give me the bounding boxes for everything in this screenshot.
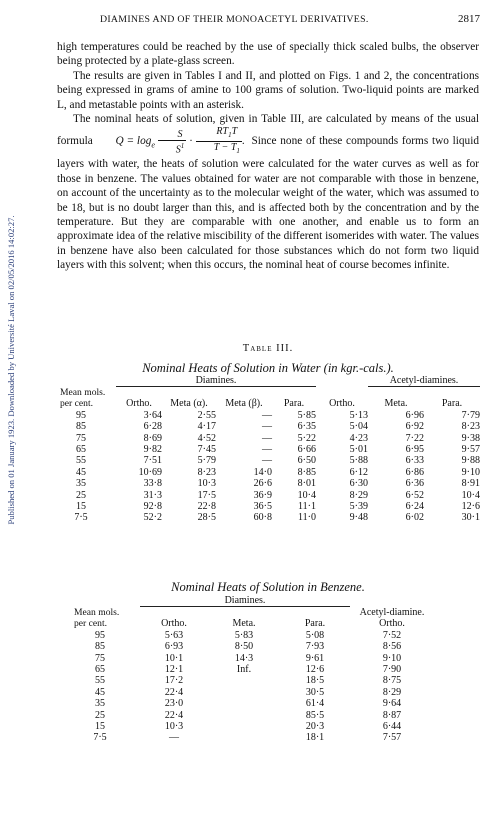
table-row — [74, 630, 434, 641]
table-cell: 8·69 — [143, 432, 162, 444]
paragraph-3-end: Since none of these compounds forms two liquid layers with water, the heats of solution were calculated for the water curves as well as for those in benzene. The values obtained for water are not comparable with those in benzene, on account of the uncertainty as to the molecular weight of the water, which was assumed to be 18, but is no doubt larger than this, and is affected both by the concentration and by the temperature. But they are comparable with one another, and enable us to form an approximate idea of the relative miscibility of the different isomerides with water. The values in benzene have also been calculated for those substances which do not form two liquid layers with this solvent; when this occurs, the nominal heat of course becomes infinite. — [57, 135, 479, 272]
water-table-caption: Nominal Heats of Solution in Water (in kgr.-cals.). — [142, 361, 394, 375]
table-cell: 10·4 — [461, 489, 480, 501]
table-cell: 61·4 — [305, 698, 325, 710]
row-label: 35 — [76, 478, 86, 490]
table-cell: 17·2 — [164, 675, 184, 687]
table-header-row — [60, 375, 480, 387]
formula-f1-numerator: S — [158, 129, 187, 141]
row-label: 25 — [95, 709, 105, 721]
row-label: 55 — [76, 455, 86, 467]
table-cell: 6·02 — [405, 512, 424, 524]
paragraph-2: The results are given in Tables I and II, and plotted on Figs. 1 and 2, the concentrations being expressed in grams of amine to 100 grams of solution. Two-liquid points are marked L, and metastable points with an asterisk. — [57, 69, 479, 111]
table-cell: 36·9 — [253, 489, 272, 501]
table-cell: 6·95 — [405, 443, 424, 455]
table-cell: 8·29 — [349, 489, 368, 501]
table-cell: 12·1 — [164, 663, 184, 675]
row-label: 45 — [76, 466, 86, 478]
table-cell: 14·3 — [234, 652, 254, 664]
col-header: Meta (β). — [225, 398, 263, 410]
table-row — [60, 478, 480, 489]
table-cell: 6·28 — [143, 421, 162, 433]
table-cell: 5·22 — [297, 432, 316, 444]
table-cell: 9·61 — [305, 652, 325, 664]
table-cell: 18·5 — [305, 675, 325, 687]
table-row — [74, 675, 434, 686]
table-cell: 7·52 — [382, 629, 402, 641]
table-cell: 8·87 — [382, 709, 402, 721]
row-label: 45 — [95, 686, 105, 698]
table-cell: 12·6 — [305, 663, 325, 675]
formula-fraction-1 — [158, 129, 187, 155]
table-row — [74, 710, 434, 721]
row-label: 75 — [95, 652, 105, 664]
row-label: 25 — [76, 489, 86, 501]
table-column-headers — [60, 398, 480, 409]
table-cell: 60·8 — [253, 512, 272, 524]
table-cell: 10·3 — [197, 478, 216, 490]
water-table-body — [60, 410, 480, 524]
table-cell: 8·50 — [234, 641, 254, 653]
table-cell: 28·5 — [197, 512, 216, 524]
table-cell: 17·5 — [197, 489, 216, 501]
formula-f2-numerator: $RT_1T$ — [196, 126, 242, 142]
table-cell: 5·83 — [234, 629, 254, 641]
table-cell: 6·30 — [349, 478, 368, 490]
col-header: Meta. — [384, 398, 408, 410]
table-row — [74, 698, 434, 709]
table-cell: 5·01 — [349, 443, 368, 455]
table-row — [74, 687, 434, 698]
col-header: Ortho. — [379, 618, 405, 630]
table-cell: 6·33 — [405, 455, 424, 467]
row-header-line-1: Mean mols. — [74, 606, 120, 618]
row-label: 95 — [95, 629, 105, 641]
table-cell — [208, 698, 280, 709]
table-cell: 9·10 — [382, 652, 402, 664]
table-cell: 9·57 — [461, 443, 480, 455]
table-cell: 22·8 — [197, 500, 216, 512]
table-cell: 10·3 — [164, 720, 184, 732]
table-row — [60, 501, 480, 512]
table-header-row — [74, 607, 434, 618]
table-row — [74, 641, 434, 652]
table-cell: 5·63 — [164, 629, 184, 641]
table-cell: — — [262, 432, 272, 444]
table-cell: 5·39 — [349, 500, 368, 512]
table-cell: 6·12 — [349, 466, 368, 478]
benzene-table-body — [74, 630, 434, 744]
table-cell: 31·3 — [143, 489, 162, 501]
row-label: 65 — [95, 663, 105, 675]
table-cell — [208, 721, 280, 732]
table-row — [74, 721, 434, 732]
col-header: Meta (α). — [170, 398, 208, 410]
table-cell: 4·23 — [349, 432, 368, 444]
table-cell: 6·52 — [405, 489, 424, 501]
col-header: Ortho. — [161, 618, 187, 630]
table-cell: 14·0 — [253, 466, 272, 478]
col-header: Meta. — [232, 618, 256, 630]
paragraph-3-start: The nominal heats of solution, given in Table III, are calculated by means of the usual formula — [57, 113, 479, 148]
row-header-line-2: per cent. — [60, 398, 94, 410]
table-cell: 8·23 — [197, 466, 216, 478]
table-cell: 30·5 — [305, 686, 325, 698]
row-header-line-1: Mean mols. — [60, 386, 106, 398]
table-cell: 6·44 — [382, 720, 402, 732]
row-label: 85 — [76, 421, 86, 433]
table-cell: 9·38 — [461, 432, 480, 444]
table-cell: 5·85 — [297, 409, 316, 421]
row-label: 55 — [95, 675, 105, 687]
table-cell: 92·8 — [143, 500, 162, 512]
table-cell: 20·3 — [305, 720, 325, 732]
table-cell: 6·50 — [297, 455, 316, 467]
table-cell: 8·01 — [297, 478, 316, 490]
download-note: Published on 01 January 1923. Downloaded by Université Laval on 02/05/2016 14:02:27. — [6, 215, 16, 525]
table-cell: 10·1 — [164, 652, 184, 664]
benzene-table-caption: Nominal Heats of Solution in Benzene. — [171, 580, 365, 594]
table-cell: 7·45 — [197, 443, 216, 455]
table-row — [74, 664, 434, 675]
body-text — [57, 40, 479, 273]
row-label: 95 — [76, 409, 86, 421]
table-row — [60, 512, 480, 523]
table-cell: 9·64 — [382, 698, 402, 710]
table-cell: 8·29 — [382, 686, 402, 698]
table-row — [60, 467, 480, 478]
table-cell: 85·5 — [305, 709, 325, 721]
table-cell: 10·4 — [297, 489, 316, 501]
table-cell: 8·85 — [297, 466, 316, 478]
table-row — [60, 410, 480, 421]
benzene-heats-table — [74, 595, 434, 744]
table-cell: 6·93 — [164, 641, 184, 653]
group-diamines: Diamines. — [116, 375, 316, 387]
row-label: 65 — [76, 443, 86, 455]
table-cell: 33·8 — [143, 478, 162, 490]
table-row — [60, 433, 480, 444]
group-acetyl-diamines: Acetyl-diamines. — [368, 375, 480, 387]
table-cell: 6·66 — [297, 443, 316, 455]
formula-log-base: e — [151, 140, 155, 150]
table-cell — [208, 710, 280, 721]
table-cell: 5·08 — [305, 629, 325, 641]
table-column-headers — [74, 618, 434, 629]
group-diamines: Diamines. — [140, 595, 350, 607]
paragraph-3 — [57, 112, 479, 273]
table-cell — [208, 675, 280, 686]
group-acetyl-diamine: Acetyl-diamine. — [359, 606, 425, 618]
row-label: 7·5 — [93, 732, 107, 744]
table-cell: — — [262, 455, 272, 467]
table-cell: 6·92 — [405, 421, 424, 433]
table-cell: 7·57 — [382, 732, 402, 744]
col-header: Para. — [441, 398, 463, 410]
table-row — [60, 421, 480, 432]
table-cell: 8·75 — [382, 675, 402, 687]
row-label: 7·5 — [74, 512, 88, 524]
table-cell: 23·0 — [164, 698, 184, 710]
table-cell: 18·1 — [305, 732, 325, 744]
formula-f1-denominator: $S^1$ — [175, 141, 185, 156]
table-cell: 9·10 — [461, 466, 480, 478]
row-label: 15 — [95, 720, 105, 732]
row-label: 85 — [95, 641, 105, 653]
table-cell: 36·5 — [253, 500, 272, 512]
table-cell: Inf. — [236, 663, 252, 675]
page-number: 2817 — [458, 13, 480, 25]
water-heats-table — [60, 375, 480, 524]
table-cell: 5·88 — [349, 455, 368, 467]
table-cell: 30·1 — [461, 512, 480, 524]
table-cell: 11·1 — [298, 500, 316, 512]
download-watermark — [4, 130, 18, 610]
table-cell: 5·04 — [349, 421, 368, 433]
table-cell: 3·64 — [143, 409, 162, 421]
table-cell: 6·86 — [405, 466, 424, 478]
table-cell: 7·51 — [143, 455, 162, 467]
col-header: Para. — [304, 618, 326, 630]
table-cell — [208, 732, 280, 743]
table-row — [60, 444, 480, 455]
table-cell: 22·4 — [164, 686, 184, 698]
table-cell: — — [262, 409, 272, 421]
row-label: 75 — [76, 432, 86, 444]
table-header-row — [74, 595, 434, 607]
table-cell: 4·52 — [197, 432, 216, 444]
formula-fraction-2 — [196, 126, 242, 157]
col-header: Ortho. — [126, 398, 152, 410]
paragraph-1: high temperatures could be reached by the use of specially thick scaled bulbs, the observer being protected by a plate-glass screen. — [57, 41, 479, 68]
table-cell: 6·24 — [405, 500, 424, 512]
table-cell: 2·55 — [197, 409, 216, 421]
table-cell: 8·91 — [461, 478, 480, 490]
table-cell: 5·79 — [197, 455, 216, 467]
table-cell: 4·17 — [197, 421, 216, 433]
table-cell: 6·35 — [297, 421, 316, 433]
table-label: Table III. — [242, 343, 294, 354]
table-cell: — — [169, 732, 179, 744]
table-cell: 7·22 — [405, 432, 424, 444]
table-cell: 9·48 — [349, 512, 368, 524]
table-cell: 6·36 — [405, 478, 424, 490]
header-title: DIAMINES AND OF THEIR MONOACETYL DERIVATIVES. — [100, 14, 369, 25]
table-cell: 52·2 — [143, 512, 162, 524]
table-cell: 7·90 — [382, 663, 402, 675]
table-cell: 6·96 — [405, 409, 424, 421]
col-header: Para. — [283, 398, 305, 410]
table-cell — [208, 687, 280, 698]
table-row — [74, 653, 434, 664]
col-header: Ortho. — [329, 398, 355, 410]
running-header — [100, 14, 480, 25]
row-header-line-2: per cent. — [74, 618, 108, 630]
table-cell: 5·13 — [349, 409, 368, 421]
row-label: 15 — [76, 500, 86, 512]
formula-lhs: Q = log — [115, 135, 152, 148]
formula: $Q = \log_e$ $\frac{S}{S^1}$ · $\frac{RT_1T}{T - T_1}$ . — [115, 126, 245, 156]
table-cell: 8·23 — [461, 421, 480, 433]
table-cell: — — [262, 421, 272, 433]
table-row — [74, 732, 434, 743]
table-cell: 8·56 — [382, 641, 402, 653]
table-cell: 9·88 — [461, 455, 480, 467]
table-cell: 22·4 — [164, 709, 184, 721]
table-row — [60, 490, 480, 501]
formula-f2-denominator: $T - T_1$ — [213, 142, 240, 156]
table-cell: — — [262, 443, 272, 455]
table-cell: 9·82 — [143, 443, 162, 455]
table-cell: 7·93 — [305, 641, 325, 653]
table-cell: 11·0 — [298, 512, 316, 524]
table-cell: 10·69 — [138, 466, 162, 478]
table-header-row — [60, 387, 480, 398]
table-cell: 7·79 — [461, 409, 480, 421]
table-row — [60, 455, 480, 466]
table-cell: 26·6 — [253, 478, 272, 490]
table-cell: 12·6 — [461, 500, 480, 512]
row-label: 35 — [95, 698, 105, 710]
